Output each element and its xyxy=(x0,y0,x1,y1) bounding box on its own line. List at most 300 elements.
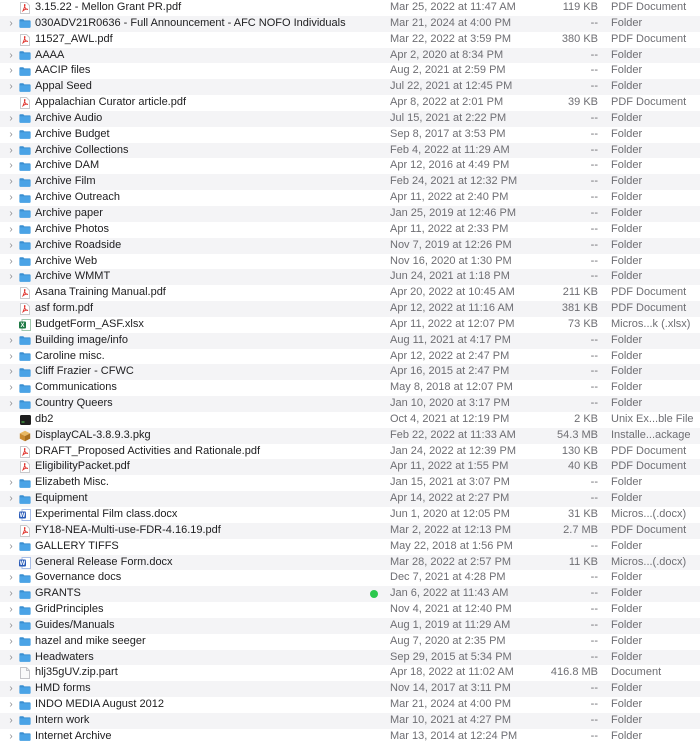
file-size: -- xyxy=(590,270,598,283)
file-kind: Folder xyxy=(611,64,643,77)
disclosure-chevron-icon[interactable]: › xyxy=(9,683,13,695)
disclosure-chevron-icon[interactable]: › xyxy=(9,81,13,93)
disclosure-chevron-icon[interactable]: › xyxy=(9,160,13,172)
file-size: -- xyxy=(590,333,598,346)
date-modified: Apr 2, 2020 at 8:34 PM xyxy=(390,48,504,61)
file-size: -- xyxy=(590,143,598,156)
disclosure-chevron-icon[interactable]: › xyxy=(9,350,13,362)
folder-icon xyxy=(19,50,31,62)
file-size: -- xyxy=(590,365,598,378)
file-name[interactable]: hlj35gUV.zip.part xyxy=(35,666,118,679)
file-name[interactable]: Country Queers xyxy=(35,397,113,410)
file-name[interactable]: AACIP files xyxy=(35,64,91,77)
file-kind: Folder xyxy=(611,682,643,695)
file-name[interactable]: Archive Outreach xyxy=(35,191,120,204)
file-size: -- xyxy=(590,650,598,663)
folder-icon xyxy=(19,572,31,584)
folder-icon xyxy=(19,113,31,125)
file-size: -- xyxy=(590,238,598,251)
file-size: 40 KB xyxy=(568,460,598,473)
file-kind: PDF Document xyxy=(611,1,687,13)
date-modified: Apr 16, 2015 at 2:47 PM xyxy=(390,365,510,378)
file-name[interactable]: Appal Seed xyxy=(35,80,92,93)
file-name[interactable]: GridPrinciples xyxy=(35,603,104,616)
file-kind: Folder xyxy=(611,48,643,61)
file-kind: Unix Ex...ble File xyxy=(611,412,694,425)
file-size: -- xyxy=(590,634,598,647)
pdf-icon xyxy=(19,34,31,46)
date-modified: Nov 4, 2021 at 12:40 PM xyxy=(390,603,512,616)
svg-text:W: W xyxy=(19,513,26,520)
file-size: 380 KB xyxy=(561,32,598,45)
file-size: -- xyxy=(590,397,598,410)
file-size: -- xyxy=(590,682,598,695)
folder-row[interactable] xyxy=(0,681,700,697)
file-name[interactable]: Asana Training Manual.pdf xyxy=(35,286,166,299)
folder-icon xyxy=(19,715,31,727)
file-size: -- xyxy=(590,571,598,584)
folder-row[interactable] xyxy=(0,650,700,666)
file-name[interactable]: AAAA xyxy=(35,48,65,61)
disclosure-chevron-icon[interactable]: › xyxy=(9,144,13,156)
folder-row[interactable] xyxy=(0,333,700,349)
date-modified: Apr 11, 2022 at 12:07 PM xyxy=(390,317,515,330)
file-size: -- xyxy=(590,64,598,77)
file-name[interactable]: asf form.pdf xyxy=(35,302,94,315)
folder-row[interactable] xyxy=(0,396,700,412)
date-modified: Apr 20, 2022 at 10:45 AM xyxy=(390,286,515,299)
file-kind: Folder xyxy=(611,539,643,552)
folder-icon xyxy=(19,382,31,394)
tag-dot-icon xyxy=(370,590,378,598)
file-size: -- xyxy=(590,127,598,140)
disclosure-chevron-icon[interactable]: › xyxy=(9,493,13,505)
file-size: 211 KB xyxy=(562,286,598,299)
folder-row[interactable] xyxy=(0,127,700,143)
file-row[interactable] xyxy=(0,412,700,428)
folder-row[interactable] xyxy=(0,190,700,206)
date-modified: Feb 24, 2021 at 12:32 PM xyxy=(390,175,518,188)
file-name[interactable]: Internet Archive xyxy=(35,729,112,742)
file-kind: Micros...(.docx) xyxy=(611,508,687,520)
file-kind: Folder xyxy=(611,80,643,93)
pdf-icon xyxy=(19,525,31,537)
file-kind: Folder xyxy=(611,729,643,742)
folder-row[interactable] xyxy=(0,364,700,380)
file-kind: Folder xyxy=(611,650,643,663)
date-modified: Mar 25, 2022 at 11:47 AM xyxy=(390,1,516,13)
word-icon xyxy=(19,509,31,521)
date-modified: Apr 11, 2022 at 2:33 PM xyxy=(390,222,509,235)
file-kind: Folder xyxy=(611,349,643,362)
file-kind: PDF Document xyxy=(611,302,687,315)
file-name[interactable]: Archive Photos xyxy=(35,222,109,235)
folder-row[interactable] xyxy=(0,713,700,729)
file-name[interactable]: 030ADV21R0636 - Full Announcement - AFC NOFO Individuals xyxy=(35,16,346,29)
folder-row[interactable] xyxy=(0,602,700,618)
file-row[interactable] xyxy=(0,665,700,681)
file-size: -- xyxy=(590,587,598,600)
file-name[interactable]: BudgetForm_ASF.xlsx xyxy=(35,317,144,330)
disclosure-chevron-icon[interactable]: › xyxy=(9,366,13,378)
file-name[interactable]: Building image/info xyxy=(35,333,128,346)
file-name[interactable]: Archive Film xyxy=(35,175,96,188)
file-name[interactable]: Equipment xyxy=(35,492,88,505)
folder-row[interactable] xyxy=(0,79,700,95)
file-name[interactable]: Headwaters xyxy=(35,650,94,663)
folder-row[interactable] xyxy=(0,618,700,634)
folder-icon xyxy=(19,65,31,77)
folder-icon xyxy=(19,493,31,505)
disclosure-chevron-icon[interactable]: › xyxy=(9,714,13,726)
file-kind: Folder xyxy=(611,634,643,647)
file-size: 54.3 MB xyxy=(557,428,598,441)
folder-row[interactable] xyxy=(0,697,700,713)
folder-icon xyxy=(19,683,31,695)
folder-icon xyxy=(19,588,31,600)
file-size: -- xyxy=(590,698,598,711)
date-modified: Dec 7, 2021 at 4:28 PM xyxy=(390,571,506,584)
file-row[interactable] xyxy=(0,507,700,523)
folder-icon xyxy=(19,351,31,363)
date-modified: Apr 14, 2022 at 2:27 PM xyxy=(390,492,510,505)
folder-icon xyxy=(19,731,31,743)
file-name[interactable]: Appalachian Curator article.pdf xyxy=(35,96,187,109)
pdf-icon xyxy=(19,2,31,14)
file-size: -- xyxy=(590,191,598,204)
file-kind: Folder xyxy=(611,476,643,489)
folder-row[interactable] xyxy=(0,238,700,254)
file-kind: Micros...(.docx) xyxy=(611,555,687,568)
folder-row[interactable] xyxy=(0,634,700,650)
folder-row[interactable] xyxy=(0,729,700,745)
disclosure-chevron-icon[interactable]: › xyxy=(9,112,13,124)
file-kind: Micros...k (.xlsx) xyxy=(611,317,691,330)
file-size: -- xyxy=(590,713,598,726)
disclosure-chevron-icon[interactable]: › xyxy=(9,334,13,346)
file-name[interactable]: db2 xyxy=(35,412,54,425)
folder-icon xyxy=(19,224,31,236)
disclosure-chevron-icon[interactable]: › xyxy=(9,223,13,235)
folder-row[interactable] xyxy=(0,63,700,79)
file-name[interactable]: Archive Audio xyxy=(35,111,103,124)
file-size: 73 KB xyxy=(568,317,598,330)
folder-icon xyxy=(19,81,31,93)
date-modified: Apr 11, 2022 at 2:40 PM xyxy=(390,191,509,204)
file-size: -- xyxy=(590,476,598,489)
file-kind: Folder xyxy=(611,191,643,204)
folder-icon xyxy=(19,699,31,711)
folder-row[interactable] xyxy=(0,539,700,555)
folder-row[interactable] xyxy=(0,349,700,365)
folder-row[interactable] xyxy=(0,222,700,238)
date-modified: Aug 1, 2019 at 11:29 AM xyxy=(390,618,511,631)
file-name[interactable]: Cliff Frazier - CFWC xyxy=(35,365,134,378)
file-kind: Folder xyxy=(611,175,643,188)
folder-icon xyxy=(19,176,31,188)
file-kind: Folder xyxy=(611,381,643,394)
file-kind: Folder xyxy=(611,206,643,219)
file-name[interactable]: Governance docs xyxy=(35,571,122,584)
date-modified: Apr 8, 2022 at 2:01 PM xyxy=(390,96,504,109)
file-name[interactable]: Archive Web xyxy=(35,254,98,267)
file-kind: Folder xyxy=(611,222,643,235)
date-modified: May 22, 2018 at 1:56 PM xyxy=(390,539,513,552)
file-row[interactable] xyxy=(0,32,700,48)
file-kind: Folder xyxy=(611,713,643,726)
file-name[interactable]: hazel and mike seeger xyxy=(35,634,146,647)
date-modified: Nov 7, 2019 at 12:26 PM xyxy=(390,238,512,251)
file-kind: Folder xyxy=(611,143,643,156)
folder-icon xyxy=(19,256,31,268)
file-kind: Folder xyxy=(611,587,643,600)
date-modified: Nov 14, 2017 at 3:11 PM xyxy=(390,682,511,695)
disclosure-chevron-icon[interactable]: › xyxy=(9,699,13,711)
file-name[interactable]: Intern work xyxy=(35,713,90,726)
date-modified: Mar 13, 2014 at 12:24 PM xyxy=(390,729,518,742)
folder-icon xyxy=(19,129,31,141)
disclosure-chevron-icon[interactable]: › xyxy=(9,477,13,489)
date-modified: Feb 22, 2022 at 11:33 AM xyxy=(390,428,516,441)
file-name[interactable]: Communications xyxy=(35,381,117,394)
date-modified: Nov 16, 2020 at 1:30 PM xyxy=(390,254,512,267)
file-kind: Folder xyxy=(611,397,643,410)
file-row[interactable] xyxy=(0,459,700,475)
pdf-icon xyxy=(19,461,31,473)
file-name[interactable]: DRAFT_Proposed Activities and Rationale.pdf xyxy=(35,444,261,457)
folder-icon xyxy=(19,604,31,616)
date-modified: Sep 29, 2015 at 5:34 PM xyxy=(390,650,512,663)
folder-icon xyxy=(19,398,31,410)
file-size: -- xyxy=(590,729,598,742)
file-kind: Folder xyxy=(611,111,643,124)
file-name[interactable]: HMD forms xyxy=(35,682,91,695)
file-size: -- xyxy=(590,159,598,172)
file-kind: Folder xyxy=(611,571,643,584)
file-name[interactable]: FY18-NEA-Multi-use-FDR-4.16.19.pdf xyxy=(35,523,221,536)
pdf-icon xyxy=(19,287,31,299)
package-icon xyxy=(19,430,31,442)
date-modified: Feb 4, 2022 at 11:29 AM xyxy=(390,143,510,156)
file-name[interactable]: GRANTS xyxy=(35,587,81,600)
disclosure-chevron-icon[interactable]: › xyxy=(9,619,13,631)
file-size: -- xyxy=(590,254,598,267)
date-modified: Aug 7, 2020 at 2:35 PM xyxy=(390,634,506,647)
disclosure-chevron-icon[interactable]: › xyxy=(9,651,13,663)
folder-row[interactable] xyxy=(0,254,700,270)
document-icon xyxy=(19,667,31,679)
disclosure-chevron-icon[interactable]: › xyxy=(9,49,13,61)
disclosure-chevron-icon[interactable]: › xyxy=(9,730,13,742)
file-kind: Installe...ackage xyxy=(611,428,691,441)
disclosure-chevron-icon[interactable]: › xyxy=(9,255,13,267)
date-modified: Mar 21, 2024 at 4:00 PM xyxy=(390,16,512,29)
disclosure-chevron-icon[interactable]: › xyxy=(9,271,13,283)
disclosure-chevron-icon[interactable]: › xyxy=(9,128,13,140)
file-size: 130 KB xyxy=(561,444,598,457)
file-size: -- xyxy=(590,603,598,616)
date-modified: Mar 10, 2021 at 4:27 PM xyxy=(390,713,512,726)
file-kind: Folder xyxy=(611,618,643,631)
file-name[interactable]: INDO MEDIA August 2012 xyxy=(35,698,165,711)
folder-icon xyxy=(19,636,31,648)
date-modified: Apr 11, 2022 at 1:55 PM xyxy=(390,460,509,473)
disclosure-chevron-icon[interactable]: › xyxy=(9,207,13,219)
file-size: -- xyxy=(590,175,598,188)
disclosure-chevron-icon[interactable]: › xyxy=(9,176,13,188)
file-size: -- xyxy=(590,539,598,552)
folder-icon xyxy=(19,240,31,252)
disclosure-chevron-icon[interactable]: › xyxy=(9,540,13,552)
folder-row[interactable] xyxy=(0,16,700,32)
file-name[interactable]: Archive WMMT xyxy=(35,270,111,283)
file-kind: Folder xyxy=(611,698,643,711)
folder-icon xyxy=(19,271,31,283)
file-kind: Folder xyxy=(611,16,643,29)
disclosure-chevron-icon[interactable]: › xyxy=(9,572,13,584)
folder-row[interactable] xyxy=(0,269,700,285)
file-row[interactable] xyxy=(0,285,700,301)
file-size: -- xyxy=(590,80,598,93)
folder-row[interactable] xyxy=(0,111,700,127)
file-size: -- xyxy=(590,492,598,505)
folder-row[interactable] xyxy=(0,380,700,396)
file-name[interactable]: Experimental Film class.docx xyxy=(35,508,178,520)
disclosure-chevron-icon[interactable]: › xyxy=(9,239,13,251)
file-row[interactable] xyxy=(0,444,700,460)
file-name[interactable]: 11527_AWL.pdf xyxy=(35,32,113,45)
folder-row[interactable] xyxy=(0,491,700,507)
file-size: -- xyxy=(590,618,598,631)
file-size: 416.8 MB xyxy=(550,666,598,679)
folder-icon xyxy=(19,160,31,172)
pdf-icon xyxy=(19,446,31,458)
pdf-icon xyxy=(19,303,31,315)
date-modified: Jul 22, 2021 at 12:45 PM xyxy=(390,80,513,93)
date-modified: Apr 12, 2022 at 2:47 PM xyxy=(390,349,510,362)
file-kind: PDF Document xyxy=(611,96,687,109)
date-modified: Jan 24, 2022 at 12:39 PM xyxy=(390,444,516,457)
date-modified: Aug 11, 2021 at 4:17 PM xyxy=(390,333,511,346)
file-size: -- xyxy=(590,206,598,219)
file-name[interactable]: 3.15.22 - Mellon Grant PR.pdf xyxy=(35,1,182,13)
file-name[interactable]: Archive paper xyxy=(35,206,103,219)
file-row[interactable] xyxy=(0,95,700,111)
file-kind: PDF Document xyxy=(611,460,687,473)
file-kind: Folder xyxy=(611,254,643,267)
date-modified: Oct 4, 2021 at 12:19 PM xyxy=(390,412,510,425)
file-name[interactable]: Caroline misc. xyxy=(35,349,105,362)
file-row[interactable] xyxy=(0,555,700,571)
disclosure-chevron-icon[interactable]: › xyxy=(9,604,13,616)
file-name[interactable]: Elizabeth Misc. xyxy=(35,476,109,489)
file-kind: PDF Document xyxy=(611,286,687,299)
file-kind: Folder xyxy=(611,159,643,172)
file-kind: Document xyxy=(611,666,662,679)
file-name[interactable]: GALLERY TIFFS xyxy=(35,539,119,552)
file-size: -- xyxy=(590,381,598,394)
terminal-icon xyxy=(19,414,31,426)
disclosure-chevron-icon[interactable]: › xyxy=(9,588,13,600)
file-size: 31 KB xyxy=(568,508,598,520)
file-name[interactable]: DisplayCAL-3.8.9.3.pkg xyxy=(35,428,151,441)
file-kind: Folder xyxy=(611,365,643,378)
folder-row[interactable] xyxy=(0,475,700,491)
file-kind: Folder xyxy=(611,603,643,616)
file-row[interactable] xyxy=(0,0,700,16)
file-name[interactable]: General Release Form.docx xyxy=(35,555,173,568)
file-kind: PDF Document xyxy=(611,32,687,45)
file-kind: Folder xyxy=(611,270,643,283)
date-modified: Mar 21, 2024 at 4:00 PM xyxy=(390,698,512,711)
folder-row[interactable] xyxy=(0,158,700,174)
folder-icon xyxy=(19,18,31,30)
folder-row[interactable] xyxy=(0,586,700,602)
file-row[interactable] xyxy=(0,428,700,444)
disclosure-chevron-icon[interactable]: › xyxy=(9,17,13,29)
file-name[interactable]: Archive Collections xyxy=(35,143,129,156)
file-size: -- xyxy=(590,349,598,362)
file-size: 39 KB xyxy=(568,96,598,109)
file-kind: Folder xyxy=(611,333,643,346)
date-modified: Sep 8, 2017 at 3:53 PM xyxy=(390,127,506,140)
file-name[interactable]: Archive Roadside xyxy=(35,238,122,251)
folder-icon xyxy=(19,366,31,378)
folder-icon xyxy=(19,192,31,204)
file-size: 2.7 MB xyxy=(563,523,598,536)
file-size: -- xyxy=(590,222,598,235)
date-modified: Mar 2, 2022 at 12:13 PM xyxy=(390,523,512,536)
file-row[interactable] xyxy=(0,317,700,333)
disclosure-chevron-icon[interactable]: › xyxy=(9,192,13,204)
folder-icon xyxy=(19,335,31,347)
folder-row[interactable] xyxy=(0,48,700,64)
file-row[interactable] xyxy=(0,301,700,317)
date-modified: Mar 28, 2022 at 2:57 PM xyxy=(390,555,512,568)
word-icon xyxy=(19,557,31,569)
file-row[interactable] xyxy=(0,523,700,539)
file-size: 119 KB xyxy=(562,1,598,13)
folder-icon xyxy=(19,620,31,632)
file-size: 11 KB xyxy=(568,555,598,568)
file-size: 381 KB xyxy=(561,302,598,315)
folder-row[interactable] xyxy=(0,206,700,222)
date-modified: Apr 18, 2022 at 11:02 AM xyxy=(390,666,514,679)
disclosure-chevron-icon[interactable]: › xyxy=(9,398,13,410)
disclosure-chevron-icon[interactable]: › xyxy=(9,382,13,394)
file-kind: Folder xyxy=(611,492,643,505)
file-name[interactable]: EligibilityPacket.pdf xyxy=(35,460,130,473)
file-name[interactable]: Guides/Manuals xyxy=(35,618,115,631)
file-name[interactable]: Archive Budget xyxy=(35,127,110,140)
folder-row[interactable] xyxy=(0,570,700,586)
folder-row[interactable] xyxy=(0,174,700,190)
disclosure-chevron-icon[interactable]: › xyxy=(9,65,13,77)
pdf-icon xyxy=(19,97,31,109)
file-size: 2 KB xyxy=(574,412,598,425)
date-modified: Jan 10, 2020 at 3:17 PM xyxy=(390,397,510,410)
svg-text:X: X xyxy=(20,323,25,330)
svg-text:W: W xyxy=(19,560,26,567)
date-modified: Jan 6, 2022 at 11:43 AM xyxy=(390,587,509,600)
date-modified: Apr 12, 2022 at 11:16 AM xyxy=(390,302,514,315)
file-kind: Folder xyxy=(611,238,643,251)
disclosure-chevron-icon[interactable]: › xyxy=(9,635,13,647)
excel-icon xyxy=(19,319,31,331)
folder-row[interactable] xyxy=(0,143,700,159)
file-name[interactable]: Archive DAM xyxy=(35,159,100,172)
file-size: -- xyxy=(590,111,598,124)
